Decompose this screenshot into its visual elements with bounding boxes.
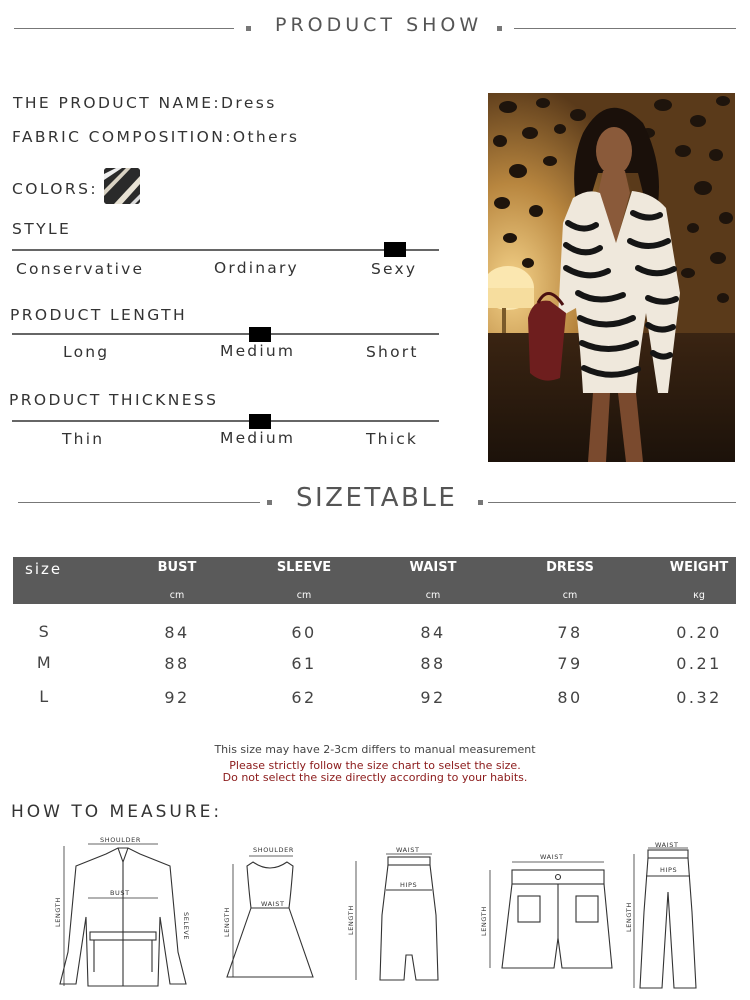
scale-length-track [12,333,439,335]
waist-column-header: WAIST [409,560,457,575]
skirt-waist-label: WAIST [396,846,420,854]
bust-cell: 84 [164,623,190,642]
bust-column-header: BUST [157,560,197,575]
color-swatch[interactable] [104,168,140,204]
dress-column-header: DRESS [546,560,594,575]
dress-measure-figure [213,842,328,987]
scale-length-option: Medium [220,342,296,360]
weight-cell: 0.20 [676,623,722,642]
bust-cell: 88 [164,654,190,673]
sleeve-unit: cm [296,590,312,601]
sleeve-cell: 61 [291,654,317,673]
waist-cell: 92 [420,688,446,707]
sleeve-cell: 62 [291,688,317,707]
dress-shoulder-label: SHOULDER [253,846,294,854]
pants-hips-label: HIPS [660,866,678,874]
shorts-waist-label: WAIST [540,853,564,861]
colors-label: COLORS: [12,180,98,198]
scale-thickness-option: Thick [366,430,419,448]
scale-style-label: STYLE [12,220,72,238]
size-cell: M [36,653,54,672]
pants-waist-label: WAIST [655,842,679,849]
sizetable-title: SIZETABLE [296,483,458,513]
shirt-length-label: LENGTH [54,897,62,927]
product-photo [488,93,735,462]
dress-cell: 78 [557,623,583,642]
waist-cell: 84 [420,623,446,642]
dress-unit: cm [562,590,578,601]
size-chart-warning: Please strictly follow the size chart to selset the size. [229,759,521,772]
scale-thickness-option: Medium [220,429,296,447]
shorts-length-label: LENGTH [480,906,488,936]
product-show-title: PRODUCT SHOW [275,14,483,36]
shirt-bust-label: BUST [110,889,130,897]
sleeve-cell: 60 [291,623,317,642]
size-cell: S [38,622,52,641]
scale-length-option: Short [366,343,419,361]
scale-style-track [12,249,439,251]
pants-measure-figure [620,842,720,992]
shirt-shoulder-label: SHOULDER [100,836,141,844]
weight-unit: кg [693,590,705,601]
scale-style-option: Sexy [371,260,418,278]
scale-style-option: Ordinary [214,259,299,277]
dress-cell: 80 [557,688,583,707]
scale-thickness-marker [249,414,271,429]
size-column-header: size [25,560,63,578]
pants-length-label: LENGTH [625,902,633,932]
sleeve-column-header: SLEEVE [276,560,332,575]
dress-cell: 79 [557,654,583,673]
scale-length-marker [249,327,271,342]
dress-length-label: LENGTH [223,907,231,937]
scale-thickness-option: Thin [62,430,105,448]
waist-unit: cm [425,590,441,601]
waist-cell: 88 [420,654,446,673]
scale-length-label: PRODUCT LENGTH [10,306,188,324]
weight-cell: 0.21 [676,654,722,673]
weight-cell: 0.32 [676,688,722,707]
shirt-measure-figure [48,832,198,992]
shorts-measure-figure [470,848,620,978]
shirt-sleeve-label: SELEVE [182,912,190,941]
skirt-length-label: LENGTH [347,905,355,935]
bust-cell: 92 [164,688,190,707]
scale-style-marker [384,242,406,257]
scale-length-option: Long [63,343,110,361]
size-table-header [13,557,736,604]
fabric-composition: FABRIC COMPOSITION:Others [12,128,300,146]
dress-waist-label: WAIST [261,900,285,908]
bust-unit: cm [169,590,185,601]
habit-warning: Do not select the size directly according to your habits. [222,771,528,784]
product-name: THE PRODUCT NAME:Dress [13,94,277,112]
measurement-note: This size may have 2-3cm differs to manual measurement [214,743,536,756]
how-to-measure-title: HOW TO MEASURE: [11,802,223,822]
size-cell: L [39,687,51,706]
scale-thickness-track [12,420,439,422]
scale-style-option: Conservative [16,260,145,278]
scale-thickness-label: PRODUCT THICKNESS [9,391,219,409]
skirt-measure-figure [342,845,447,985]
weight-column-header: WEIGHT [669,560,729,575]
skirt-hips-label: HIPS [400,881,418,889]
